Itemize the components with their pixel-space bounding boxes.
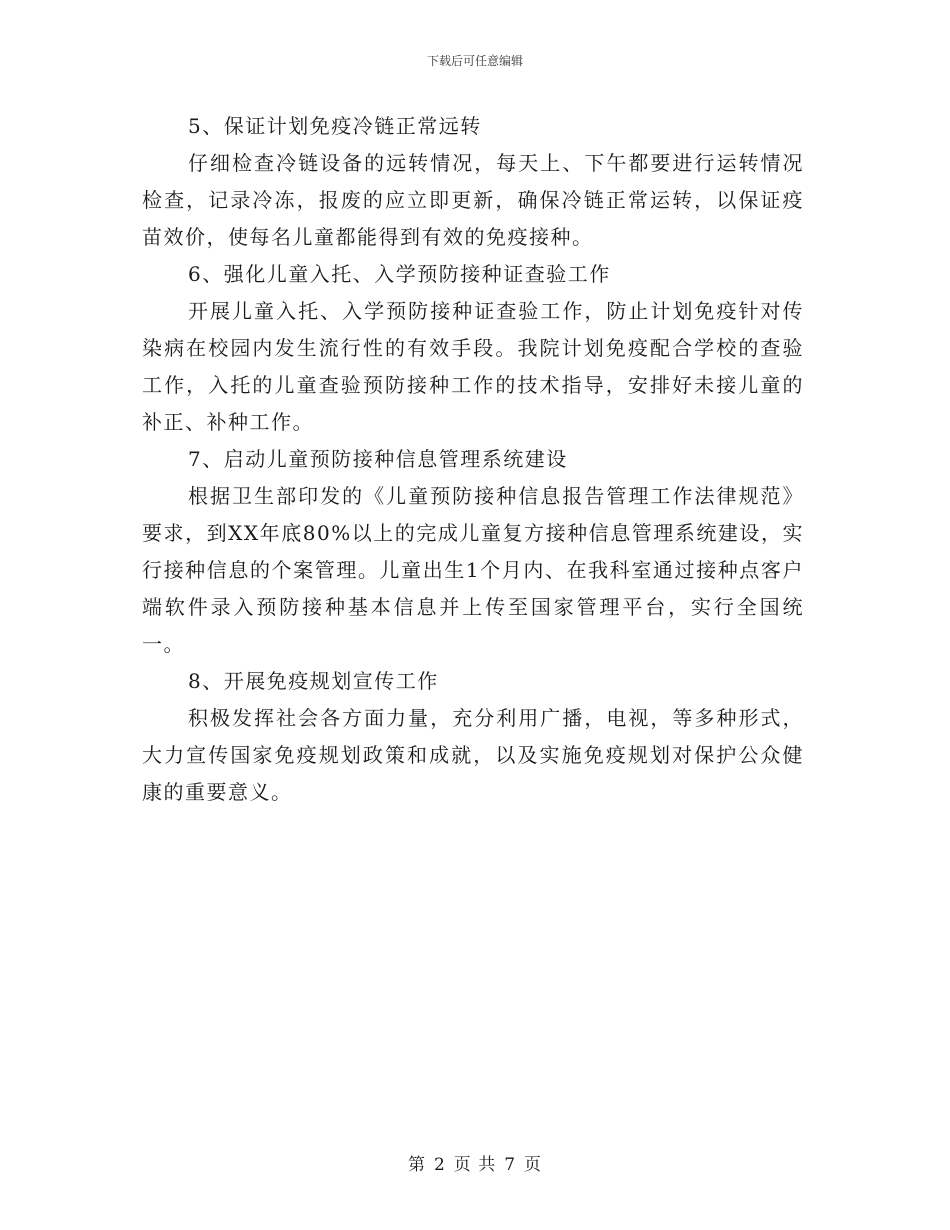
page-footer <box>0 1154 950 1176</box>
heading-section-6: 6、强化儿童入托、入学预防接种证查验工作 <box>188 262 611 286</box>
page-number-suffix: 页 <box>524 1155 543 1175</box>
page-number-prefix: 第 <box>407 1155 426 1175</box>
paragraph-info-system: 根据卫生部印发的《儿童预防接种信息报告管理工作法律规范》要求，到XX年底80%以上的完成儿童复方接种信息管理系统建设，实行接种信息的个案管理。儿童出生1个月内、在我科室通过接种点客户端软件录入预防接种基本信息并上传至国家管理平台，实行全国统一。 <box>142 484 804 656</box>
document-body <box>142 108 804 811</box>
paragraph-publicity: 积极发挥社会各方面力量，充分利用广播，电视，等多种形式，大力宣传国家免疫规划政策和成就，以及实施免疫规划对保护公众健康的重要意义。 <box>142 706 804 804</box>
page-number-total: 7 <box>504 1155 517 1175</box>
heading-section-8: 8、开展免疫规划宣传工作 <box>188 669 439 693</box>
header-note: 下载后可任意编辑 <box>426 54 523 68</box>
heading-section-5: 5、保证计划免疫冷链正常远转 <box>188 114 482 138</box>
page-number-current: 2 <box>433 1155 446 1175</box>
paragraph-vaccination-check: 开展儿童入托、入学预防接种证查验工作，防止计划免疫针对传染病在校园内发生流行性的有效手段。我院计划免疫配合学校的查验工作，入托的儿童查验预防接种工作的技术指导，安排好未接儿童的补正、补种工作。 <box>142 299 804 434</box>
page-number-mid: 页 共 <box>453 1155 497 1175</box>
page-header <box>0 53 950 69</box>
paragraph-cold-chain: 仔细检查冷链设备的远转情况，每天上、下午都要进行运转情况检查，记录冷冻，报废的应立即更新，确保冷链正常运转，以保证疫苗效价，使每名儿童都能得到有效的免疫接种。 <box>142 151 804 249</box>
heading-section-7: 7、启动儿童预防接种信息管理系统建设 <box>188 447 568 471</box>
